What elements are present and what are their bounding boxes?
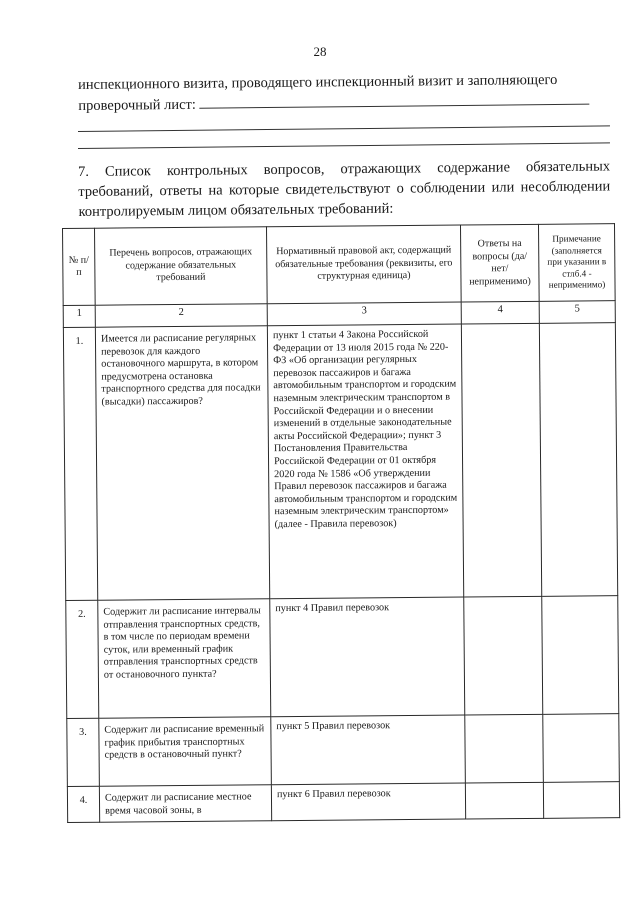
answer-cell[interactable] xyxy=(465,782,543,819)
checklist-table xyxy=(62,223,620,823)
header-answers: Ответы на вопросы (да/нет/ неприменимо) xyxy=(460,224,539,302)
question-text: Содержит ли расписание интервалы отправления транспортных средств, в том числе по периодам времени суток, или временный график отправления транспортных средств от остановочного пункта? xyxy=(98,599,271,718)
row-number: 4. xyxy=(67,786,99,822)
intro-line-1: инспекционного визита, проводящего инспекционный визит и заполняющего xyxy=(78,71,558,93)
column-number: 4 xyxy=(461,301,539,324)
table-row xyxy=(67,782,619,823)
fill-line-3[interactable] xyxy=(78,142,610,149)
note-cell[interactable] xyxy=(543,782,619,819)
table-row xyxy=(63,323,617,601)
row-number: 2. xyxy=(66,600,99,718)
header-number: № п/п xyxy=(63,228,96,305)
signature-fill-line[interactable] xyxy=(199,90,589,109)
question-text: Имеется ли расписание регулярных перевозок для каждого остановочного маршрута, в котором предусмотрена остановка транспортного средства для посадки (высадки) пассажиров? xyxy=(95,326,269,600)
header-normative-act: Нормативный правовой акт, содержащий обязательные требования (реквизиты, его структурная единица) xyxy=(266,225,461,304)
table-header-row xyxy=(63,224,616,306)
question-text: Содержит ли расписание местное время часовой зоны, в xyxy=(99,785,271,822)
row-number: 3. xyxy=(67,718,100,786)
question-text: Содержит ли расписание временный график прибытия транспортных средств в остановочный пункт? xyxy=(99,717,272,786)
header-note: Примечание (заполняется при указании в стлб.4 - неприменимо) xyxy=(538,224,615,302)
table-row xyxy=(66,596,619,719)
column-number: 2 xyxy=(95,304,267,328)
normative-act-text: пункт 4 Правил перевозок xyxy=(270,597,465,717)
page-number: 28 xyxy=(313,44,327,59)
intro-line-2: проверочный лист: xyxy=(78,96,196,114)
normative-act-text: пункт 1 статьи 4 Закона Российской Федерации от 13 июля 2015 года № 220-ФЗ «Об организации регулярных перевозок пассажиров и багажа автомобильным транспортом и городским наземным электрическим транспортом в Российской Федерации и о внесении изменений в отдельные законодательные акты Российской Федерации»; пункт 3 Постановления Правительства Российской Федерации от 01 октября 2020 года № 1586 «Об утверждении Правил перевозок пассажиров и багажа автомобильным транспортом и городским наземным электрическим транспортом» (далее - Правила перевозок) xyxy=(267,324,463,599)
section-7-heading: 7. Список контрольных вопросов, отражающих содержание обязательных требований, ответы на которые свидетельствуют о соблюдении или несоблюдении контролируемым лицом обязательных требований: xyxy=(78,158,611,220)
column-number: 3 xyxy=(267,302,461,326)
row-number: 1. xyxy=(63,327,97,600)
normative-act-text: пункт 6 Правил перевозок xyxy=(271,783,465,821)
note-cell[interactable] xyxy=(543,714,620,783)
column-number: 1 xyxy=(63,305,95,327)
table-row xyxy=(67,714,620,787)
normative-act-text: пункт 5 Правил перевозок xyxy=(271,715,466,785)
note-cell[interactable] xyxy=(539,323,617,597)
column-number: 5 xyxy=(539,301,615,324)
answer-cell[interactable] xyxy=(461,323,541,597)
header-questions: Перечень вопросов, отражающих содержание обязательных требований xyxy=(95,227,268,305)
answer-cell[interactable] xyxy=(464,596,543,715)
note-cell[interactable] xyxy=(542,596,619,715)
answer-cell[interactable] xyxy=(465,714,544,783)
fill-line-2[interactable] xyxy=(78,125,610,132)
intro-paragraph xyxy=(78,69,610,116)
